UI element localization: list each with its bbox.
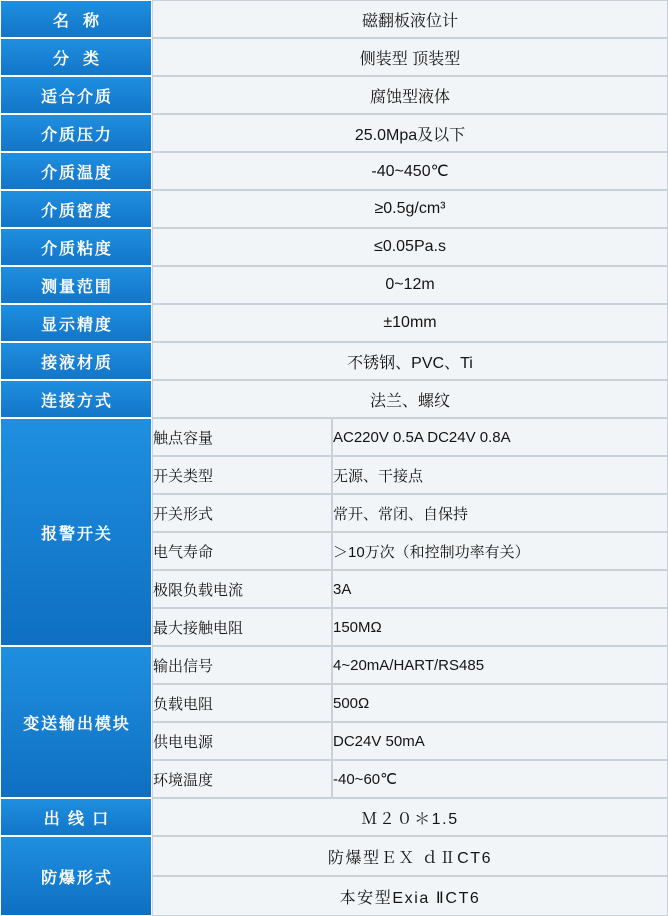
- sub-row-label: 环境温度: [152, 760, 332, 798]
- sub-row-value: 150MΩ: [332, 608, 668, 646]
- table-row: [0, 38, 668, 76]
- sub-row-label: 负载电阻: [152, 684, 332, 722]
- group-label: 防爆形式: [0, 836, 152, 916]
- row-value: ±10mm: [152, 304, 668, 342]
- sub-row-label: 极限负载电流: [152, 570, 332, 608]
- sub-row-value: 3A: [332, 570, 668, 608]
- row-label: 介质粘度: [0, 228, 152, 266]
- table-row: [0, 0, 668, 38]
- alarm-switch-subtable: [152, 418, 668, 646]
- sub-row-value: AC220V 0.5A DC24V 0.8A: [332, 418, 668, 456]
- sub-row-label: 最大接触电阻: [152, 608, 332, 646]
- row-value: -40~450℃: [152, 152, 668, 190]
- explosion-proof-subtable: [152, 836, 668, 916]
- row-value: 25.0Mpa及以下: [152, 114, 668, 152]
- row-value: 0~12m: [152, 266, 668, 304]
- sub-row-value: 500Ω: [332, 684, 668, 722]
- sub-row-value: 常开、常闭、自保持: [332, 494, 668, 532]
- sub-row-label: 触点容量: [152, 418, 332, 456]
- row-value: Ｍ２０＊1.5: [152, 798, 668, 836]
- sub-row-label: 输出信号: [152, 646, 332, 684]
- sub-row-label: 开关形式: [152, 494, 332, 532]
- table-row: [0, 380, 668, 418]
- table-row: [152, 722, 668, 760]
- table-row: [152, 418, 668, 456]
- table-row: [152, 684, 668, 722]
- row-value: 腐蚀型液体: [152, 76, 668, 114]
- row-value: 磁翻板液位计: [152, 0, 668, 38]
- table-row: [152, 646, 668, 684]
- group-row-alarm-switch: [0, 418, 668, 646]
- row-value: 防爆型ＥＸ ｄⅡCT6: [152, 836, 668, 876]
- table-row: [152, 494, 668, 532]
- table-row: [0, 76, 668, 114]
- group-row-explosion-proof: [0, 836, 668, 916]
- row-label: 连接方式: [0, 380, 152, 418]
- sub-row-value: 无源、干接点: [332, 456, 668, 494]
- group-row-transmitter-output-module: [0, 646, 668, 798]
- sub-row-value: -40~60℃: [332, 760, 668, 798]
- group-content: [152, 646, 668, 798]
- table-row: [152, 836, 668, 876]
- row-value: ≤0.05Pa.s: [152, 228, 668, 266]
- row-label: 分 类: [0, 38, 152, 76]
- sub-row-value: ＞10万次（和控制功率有关）: [332, 532, 668, 570]
- table-row: [152, 532, 668, 570]
- row-value: 侧装型 顶装型: [152, 38, 668, 76]
- table-row: [0, 152, 668, 190]
- row-value: 法兰、螺纹: [152, 380, 668, 418]
- sub-row-label: 供电电源: [152, 722, 332, 760]
- transmitter-output-subtable: [152, 646, 668, 798]
- row-label: 介质温度: [0, 152, 152, 190]
- table-row: [152, 608, 668, 646]
- table-row: [0, 114, 668, 152]
- row-value: ≥0.5g/cm³: [152, 190, 668, 228]
- group-label: 报警开关: [0, 418, 152, 646]
- row-label: 测量范围: [0, 266, 152, 304]
- table-row: [0, 190, 668, 228]
- table-row-outlet: [0, 798, 668, 836]
- sub-row-value: DC24V 50mA: [332, 722, 668, 760]
- table-row: [0, 266, 668, 304]
- row-label: 出 线 口: [0, 798, 152, 836]
- row-label: 显示精度: [0, 304, 152, 342]
- table-row: [0, 342, 668, 380]
- row-label: 介质压力: [0, 114, 152, 152]
- group-content: [152, 418, 668, 646]
- group-content: [152, 836, 668, 916]
- table-row: [152, 570, 668, 608]
- table-row: [0, 304, 668, 342]
- table-row: [152, 876, 668, 916]
- row-label: 接液材质: [0, 342, 152, 380]
- table-row: [152, 760, 668, 798]
- row-value: 不锈钢、PVC、Ti: [152, 342, 668, 380]
- table-row: [0, 228, 668, 266]
- sub-row-label: 电气寿命: [152, 532, 332, 570]
- sub-row-value: 4~20mA/HART/RS485: [332, 646, 668, 684]
- row-label: 适合介质: [0, 76, 152, 114]
- group-label: 变送输出模块: [0, 646, 152, 798]
- row-label: 名 称: [0, 0, 152, 38]
- table-row: [152, 456, 668, 494]
- sub-row-label: 开关类型: [152, 456, 332, 494]
- row-label: 介质密度: [0, 190, 152, 228]
- row-value: 本安型Exia ⅡCT6: [152, 876, 668, 916]
